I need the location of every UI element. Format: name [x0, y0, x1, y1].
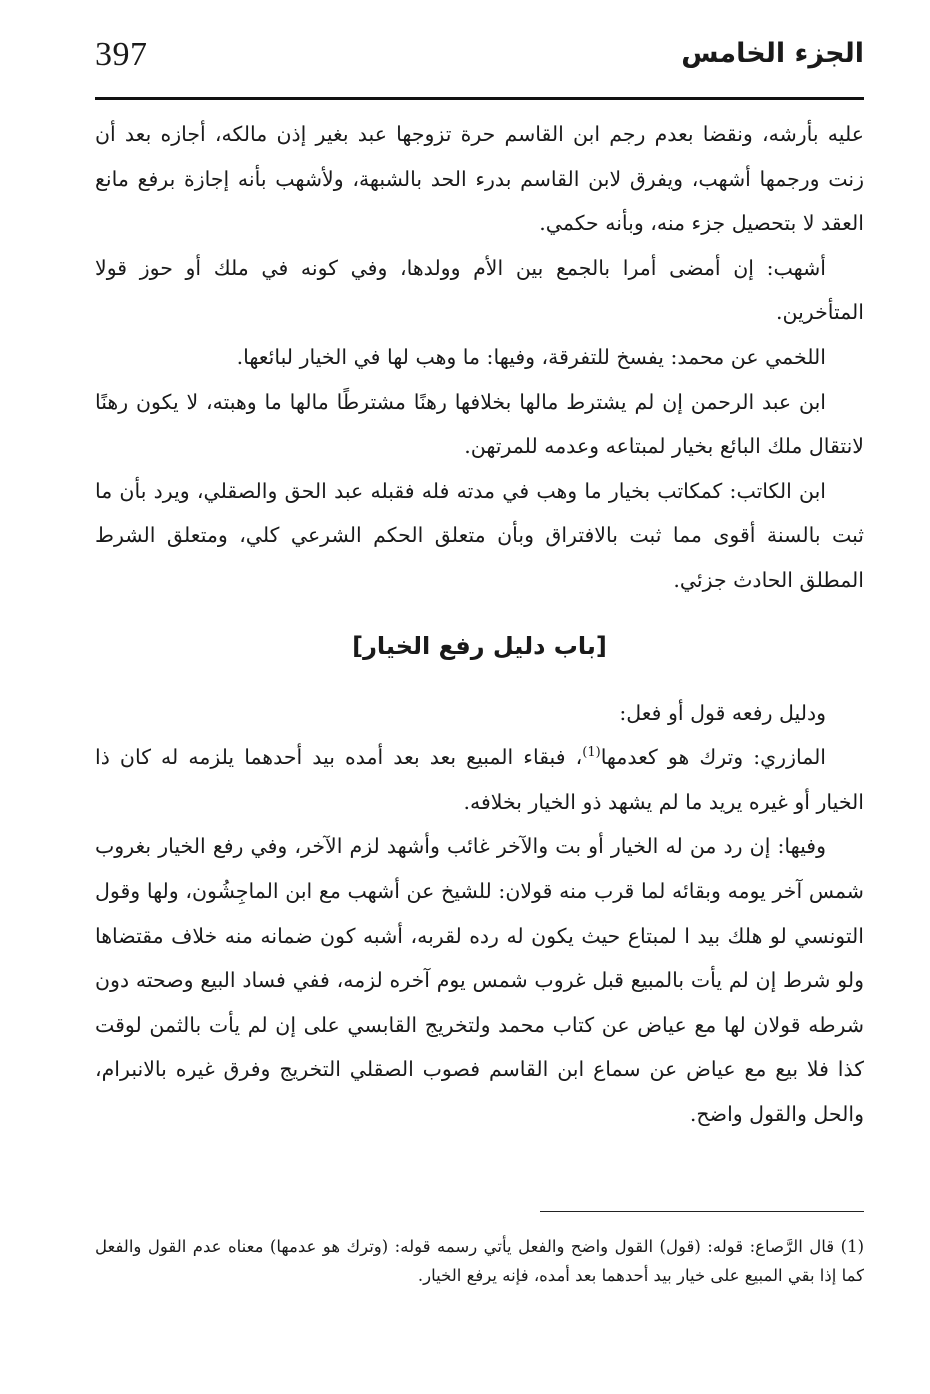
header-rule [95, 97, 864, 100]
running-title: الجزء الخامس [681, 38, 864, 69]
maziri-text-start: المازري: وترك هو كعدمها [600, 745, 827, 770]
paragraph: ابن الكاتب: كمكاتب بخيار ما وهب في مدته فله فقبله عبد الحق والصقلي، ويرد بأن ما ثبت بالسنة أقوى مما ثبت بالافتراق وبأن متعلق الحكم الشرعي كلي، ومتعلق الشرط المطلق الحادث جزئي. [95, 478, 864, 592]
page-header [95, 32, 864, 92]
paragraph-maziri [95, 735, 864, 824]
footnote-separator [540, 1211, 864, 1212]
paragraph: اللخمي عن محمد: يفسخ للتفرقة، وفيها: ما وهب لها في الخيار لبائعها. [236, 344, 826, 369]
paragraph: وفيها: إن رد من له الخيار أو بت والآخر غائب وأشهد لزم الآخر، وفي رفع الخيار بغروب شمس آخر يومه وبقائه لما قرب منه قولان: للشيخ عن أشهب مع ابن الماجِشُون، ولها وقول التونسي لو هلك بيد ا لمبتاع حيث يكون له رده لقربه، أشبه كون ضمانه منه خلاف مقتضاها ولو شرط إن لم يأت بالمبيع قبل غروب شمس يوم آخره لزمه، ففي فساد البيع وصحته دون شرطه قولان لها مع عياض عن كتاب محمد ولتخريج القابسي على إن لم يأت بالثمن لوقت كذا فلا بيع مع عياض عن سماع ابن القاسم فصوب الصقلي التخريج وفرق غيره بالانبرام، والحل والقول واضح. [95, 834, 864, 1126]
footnote: (1) قال الرَّصاع: قوله: (قول) القول واضح والفعل يأتي رسمه قوله: (وترك هو عدمها) معناه عدم القول والفعل كما إذا بقي المبيع على خيار بيد أحدهما بعد أمده، فإنه يرفع الخيار. [95, 1237, 864, 1285]
maziri-text-end: ، فبقاء المبيع بعد بعد أمده بيد أحدهما يلزمه له كان ذا الخيار أو غيره يريد ما لم يشهد ذو الخيار بخلافه. [95, 745, 864, 814]
page-number: 397 [95, 36, 148, 73]
paragraph: ابن عبد الرحمن إن لم يشترط مالها بخلافها رهنًا مشترطًا مالها ما وهبته، لا يكون رهنًا لانتقال ملك البائع بخيار لمبتاعه وعدمه للمرتهن. [95, 389, 864, 459]
section-intro: ودليل رفعه قول أو فعل: [619, 700, 826, 725]
footnote-reference[interactable]: (1) [582, 745, 601, 761]
main-text [95, 112, 864, 1136]
section-title: [باب دليل رفع الخيار] [352, 631, 607, 660]
footnotes [95, 1232, 864, 1290]
paragraph: أشهب: إن أمضى أمرا بالجمع بين الأم وولدها، وفي كونه في ملك أو حوز قولا المتأخرين. [95, 255, 864, 325]
paragraph: عليه بأرشه، ونقضا بعدم رجم ابن القاسم حرة تزوجها عبد بغير إذن مالكه، أجازه بعد أن زنت ورجمها أشهب، ويفرق لابن القاسم بدرء الحد بالشبهة، ولأشهب بأنه إجازة برفع مانع العقد لا بتحصيل جزء منه، وبأنه حكمي. [95, 122, 864, 236]
